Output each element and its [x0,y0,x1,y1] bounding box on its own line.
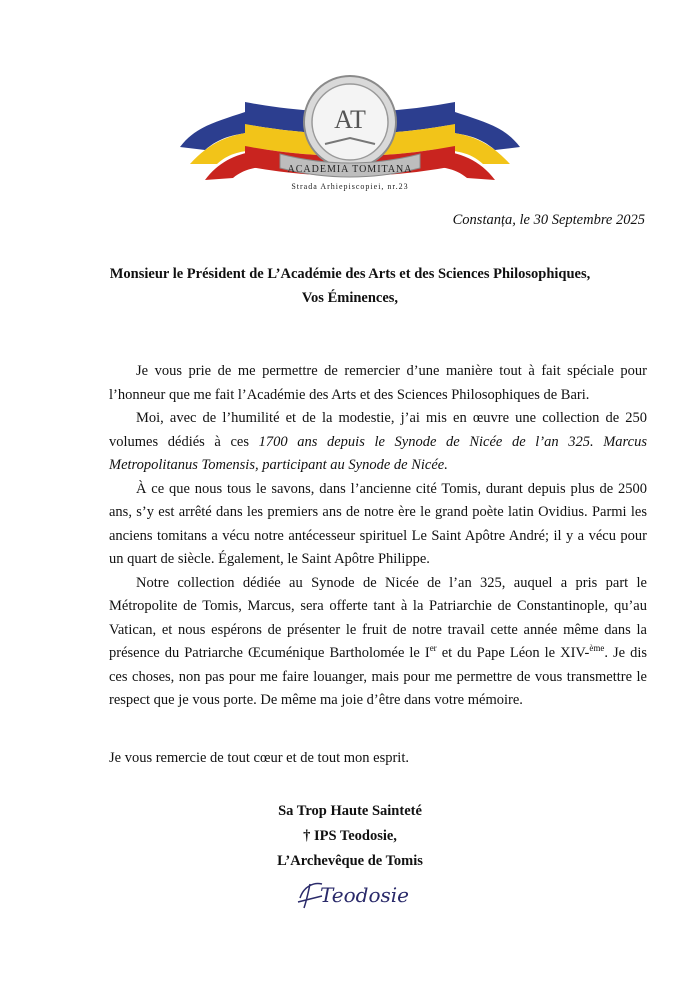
signature-title: Sa Trop Haute Sainteté [278,803,422,819]
handwritten-signature [292,868,412,918]
paragraph-3: À ce que nous tous le savons, dans l’ancienne cité Tomis, durant depuis plus de 2500 ans, s’y est arrêté dans les premiers ans de notre ère le grand poète latin Ovidius. Parmi les anciens tomitans a vécu notre antécesseur spirituel Le Saint Apôtre André; il y a vécu pour un quart de siècle. Également, le Saint Apôtre Philippe. [109,480,647,567]
signature-block [0,799,700,874]
closing-line: Je vous remercie de tout cœur et de tout mon esprit. [109,750,409,766]
logo-name: ACADEMIA TOMITANA [287,164,413,175]
salutation-line-2: Vos Éminences, [301,290,399,306]
paragraph-1: Je vous prie de me permettre de remercier d’une manière tout à fait spéciale pour l’honneur que me fait l’Académie des Arts et des Sciences Philosophiques de Bari. [109,363,647,403]
paragraph-4-sup-1: er [429,643,437,654]
paragraph-4-c: . Je dis ces choses, non pas pour me faire louanger, mais pour me permettre de vous transmettre le respect que je vous porte. De même ma joie d’être dans votre mémoire. [109,645,647,708]
signature-handwriting: Teodosie [320,883,410,907]
signature-name: † IPS Teodosie, [303,828,397,844]
paragraph-2 [109,407,647,478]
signature-role: L’Archevêque de Tomis [277,853,423,869]
emblem-letters: AT [334,105,366,134]
logo-address: Strada Arhiepiscopiei, nr.23 [291,182,409,191]
salutation-line-1: Monsieur le Président de L’Académie des Arts et des Sciences Philosophiques, [109,266,591,282]
letter-body [109,360,647,713]
paragraph-4-sup-2: ème [589,643,605,654]
paragraph-4-a: Notre collection dédiée au Synode de Nicée de l’an 325, auquel a pris part le Métropolite de Tomis, Marcus, sera offerte tant à la Patriarchie de Constantinople, qu’au Vatican, et nous espérons de présenter le fruit de notre travail cette année même dans la présence du Patriarche Œcuménique Bartholomée le I [109,574,647,661]
academia-tomitana-logo [175,72,525,192]
paragraph-2-text: Moi, avec de l’humilité et de la modestie, j’ai mis en œuvre une collection de 250 volumes dédiés à ces [109,410,647,450]
paragraph-2-italic: 1700 ans depuis le Synode de Nicée de l’an 325. Marcus Metropolitanus Tomensis, participant au Synode de Nicée. [109,433,647,473]
salutation [0,262,700,310]
letter-date: Constanța, le 30 Septembre 2025 [452,212,645,228]
paragraph-4 [109,572,647,713]
paragraph-4-b: et du Pape Léon le XIV- [436,645,590,661]
